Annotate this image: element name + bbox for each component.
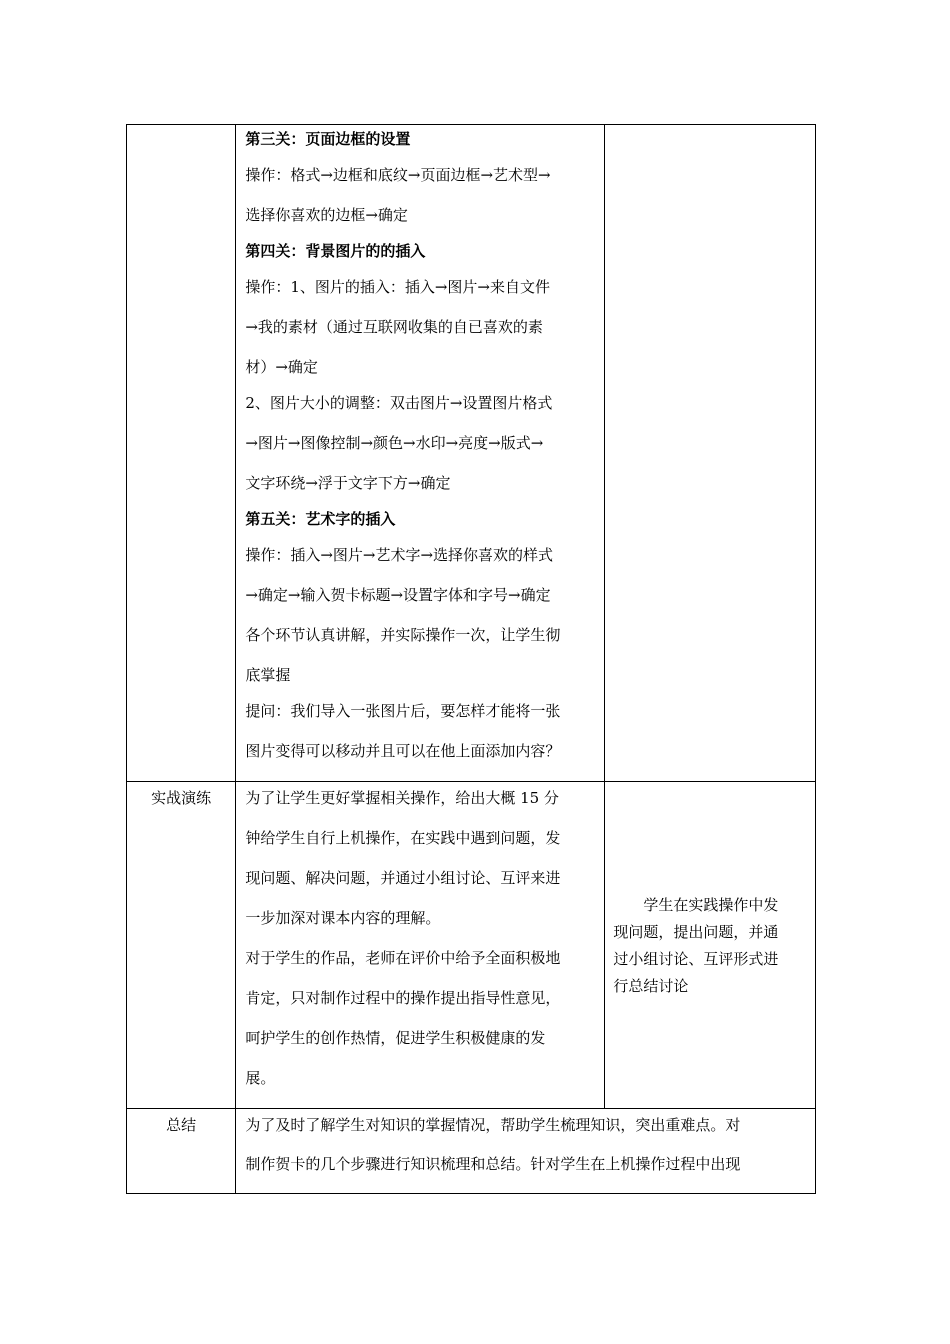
- text-line: 钟给学生自行上机操作，在实践中遇到问题，发: [245, 829, 561, 847]
- text-line: 选择你喜欢的边框→确定: [245, 206, 408, 224]
- text-line: 肯定，只对制作过程中的操作提出指导性意见，: [245, 989, 561, 1007]
- table-row: [127, 125, 816, 782]
- content-text: [236, 125, 604, 761]
- text-line: 材）→确定: [245, 358, 318, 376]
- note-line: 行总结讨论: [613, 977, 689, 995]
- text-line: 一步加深对课本内容的理解。: [245, 909, 441, 927]
- text-line: 制作贺卡的几个步骤进行知识梳理和总结。针对学生在上机操作过程中出现: [245, 1155, 741, 1173]
- text-line: 操作：插入→图片→艺术字→选择你喜欢的样式: [245, 546, 554, 564]
- table-row: [127, 782, 816, 1109]
- text-line: →图片→图像控制→颜色→水印→亮度→版式→: [245, 434, 544, 452]
- lesson-plan-table: [126, 124, 816, 1194]
- text-line: 操作：1、图片的插入：插入→图片→来自文件: [245, 278, 550, 296]
- stage-label: [127, 125, 235, 131]
- section-heading: 第五关：艺术字的插入: [245, 510, 396, 528]
- stage-label-cell: [127, 125, 236, 782]
- student-activity-note: [605, 782, 815, 1000]
- text-line: 呵护学生的创作热情，促进学生积极健康的发: [245, 1029, 546, 1047]
- text-line: 各个环节认真讲解，并实际操作一次，让学生彻: [245, 626, 561, 644]
- content-cell: [236, 125, 605, 782]
- stage-label: 实战演练: [151, 789, 212, 807]
- text-line: 操作：格式→边框和底纹→页面边框→艺术型→: [245, 166, 551, 184]
- stage-label-cell: [127, 782, 236, 1109]
- text-line: 展。: [245, 1069, 276, 1087]
- note-cell: [605, 125, 816, 782]
- text-line: 2、图片大小的调整：双击图片→设置图片格式: [245, 394, 553, 412]
- summary-cell: [236, 1109, 816, 1194]
- text-line: 对于学生的作品，老师在评价中给予全面积极地: [245, 949, 561, 967]
- text-line: 图片变得可以移动并且可以在他上面添加内容？: [245, 742, 561, 760]
- text-line: 提问：我们导入一张图片后，要怎样才能将一张: [245, 702, 561, 720]
- note-line: 现问题，提出问题，并通: [613, 923, 779, 941]
- content-text: [236, 782, 604, 1088]
- note-cell: [605, 782, 816, 1109]
- stage-label-cell: [127, 1109, 236, 1194]
- section-heading: 第四关：背景图片的的插入: [245, 242, 426, 260]
- text-line: 现问题、解决问题，并通过小组讨论、互评来进: [245, 869, 561, 887]
- section-heading: 第三关：页面边框的设置: [245, 130, 411, 148]
- table-row: [127, 1109, 816, 1194]
- stage-label: 总结: [166, 1116, 197, 1134]
- note-line: 过小组讨论、互评形式进: [613, 950, 779, 968]
- text-line: 文字环绕→浮于文字下方→确定: [245, 474, 451, 492]
- text-line: 为了及时了解学生对知识的掌握情况，帮助学生梳理知识，突出重难点。对: [245, 1116, 741, 1134]
- text-line: 底掌握: [245, 666, 291, 684]
- text-line: 为了让学生更好掌握相关操作，给出大概 15 分: [245, 789, 559, 807]
- note-line: 学生在实践操作中发: [613, 896, 779, 914]
- text-line: →我的素材（通过互联网收集的自已喜欢的素: [245, 318, 543, 336]
- text-line: →确定→输入贺卡标题→设置字体和字号→确定: [245, 586, 551, 604]
- content-cell: [236, 782, 605, 1109]
- summary-text: [236, 1109, 815, 1174]
